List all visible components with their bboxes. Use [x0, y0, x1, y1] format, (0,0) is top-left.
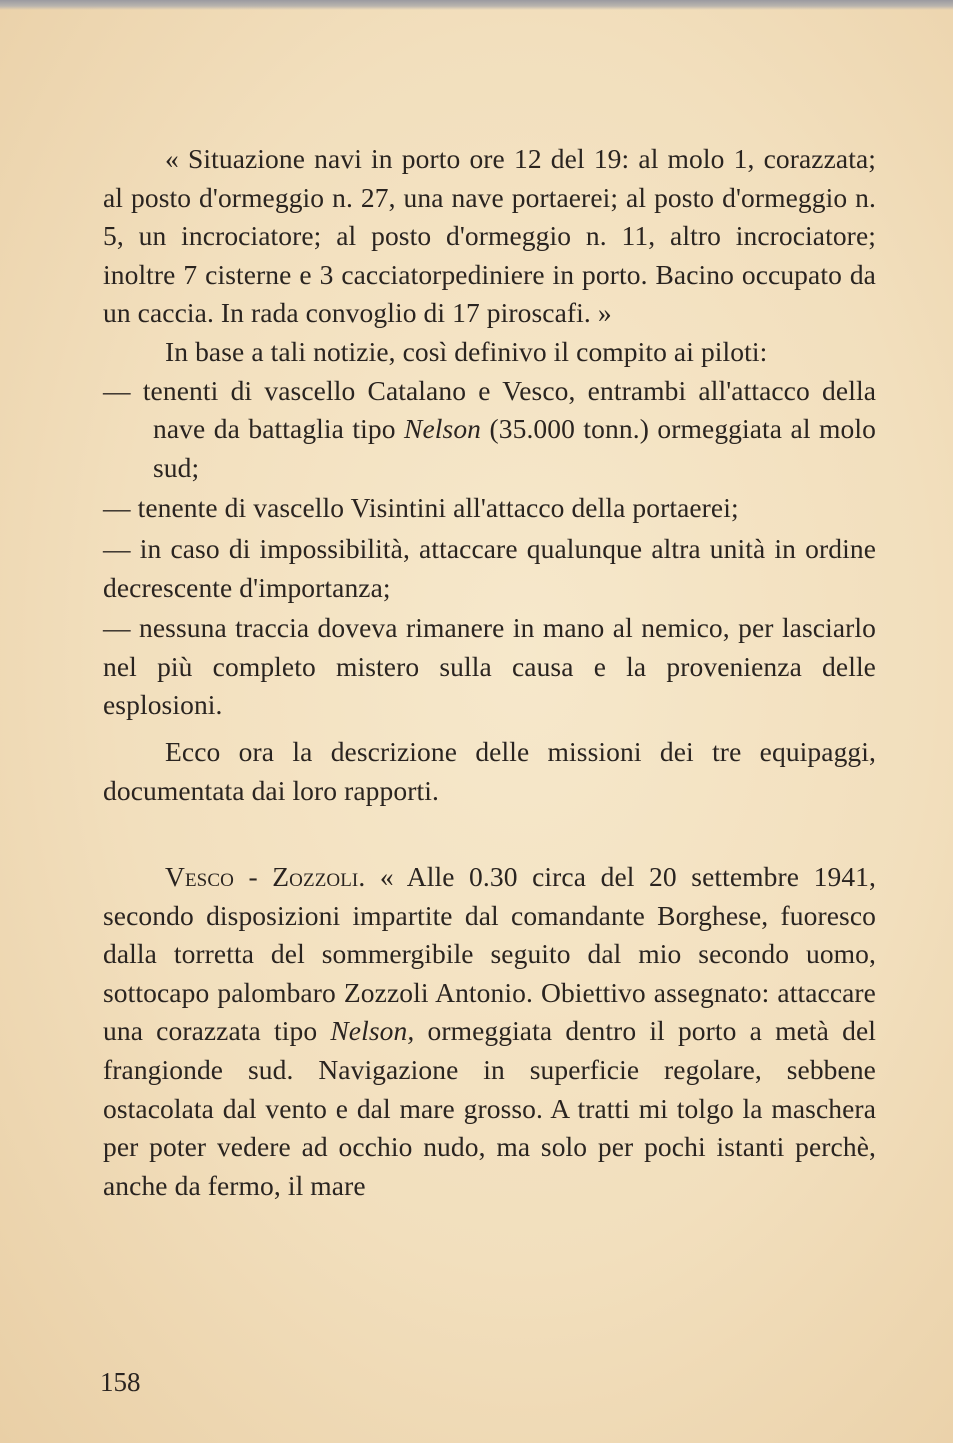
list-item-visintini: — tenente di vascello Visintini all'attacco della portaerei;: [103, 492, 739, 524]
quoted-ship-report: « Situazione navi in porto ore 12 del 19: al molo 1, corazzata; al posto d'ormeggio n. 27, una nave portaerei; al posto d'ormeggio n. 5, un incrociatore; al posto d'ormeggio n. 11, altro incrociatore; inoltre 7 cisterne e 3 cacciatorpediniere in porto. Bacino occupato da un caccia. In rada convoglio di 17 piroscafi. »: [103, 143, 876, 329]
report-text-continued: ormeggiata dentro il porto a metà del frangionde sud. Navigazione in superficie regolare, sebbene ostacolata dal vento e dal mare grosso. A tratti mi tolgo la maschera per poter vedere ad occhio nudo, ma solo per pochi istanti perchè, anche da fermo, il mare: [103, 1015, 877, 1201]
list-item-fallback-target: — in caso di impossibilità, attaccare qualunque altra unità in ordine decrescente d'importanza;: [103, 532, 876, 603]
report-names: Vesco - Zozzoli.: [165, 861, 366, 893]
page-top-edge: [0, 0, 953, 10]
page-number: 158: [100, 1367, 141, 1397]
list-item-text: — tenenti di vascello Catalano e Vesco, entrambi all'attacco della nave da battaglia tipo: [103, 374, 876, 445]
vesco-zozzoli-report: [103, 858, 876, 1205]
list-item-catalano-vesco: [103, 372, 876, 488]
list-item-no-trace: — nessuna traccia doveva rimanere in mano al nemico, per lasciarlo nel più completo mistero sulla causa e la provenienza delle esplosioni.: [103, 612, 876, 721]
ship-name-nelson-report: Nelson,: [330, 1015, 415, 1047]
missions-intro: Ecco ora la descrizione delle missioni dei tre equipaggi, documentata dai loro rapporti.: [103, 735, 876, 806]
list-item-text: (35.000 tonn.) ormeggiata al molo sud;: [153, 413, 876, 483]
ship-name-nelson: Nelson: [404, 413, 482, 445]
orders-intro: In base a tali notizie, così definivo il compito ai piloti:: [165, 335, 768, 367]
report-text: « Alle 0.30 circa del 20 settembre 1941, secondo disposizioni impartite dal comandante Borghese, fuoresco dalla torretta del sommergibile seguito dal mio secondo uomo, sottocapo palombaro Zozzoli Antonio. Obiettivo assegnato: attaccare una corazzata tipo: [103, 861, 876, 1047]
body-text: [103, 140, 876, 1205]
